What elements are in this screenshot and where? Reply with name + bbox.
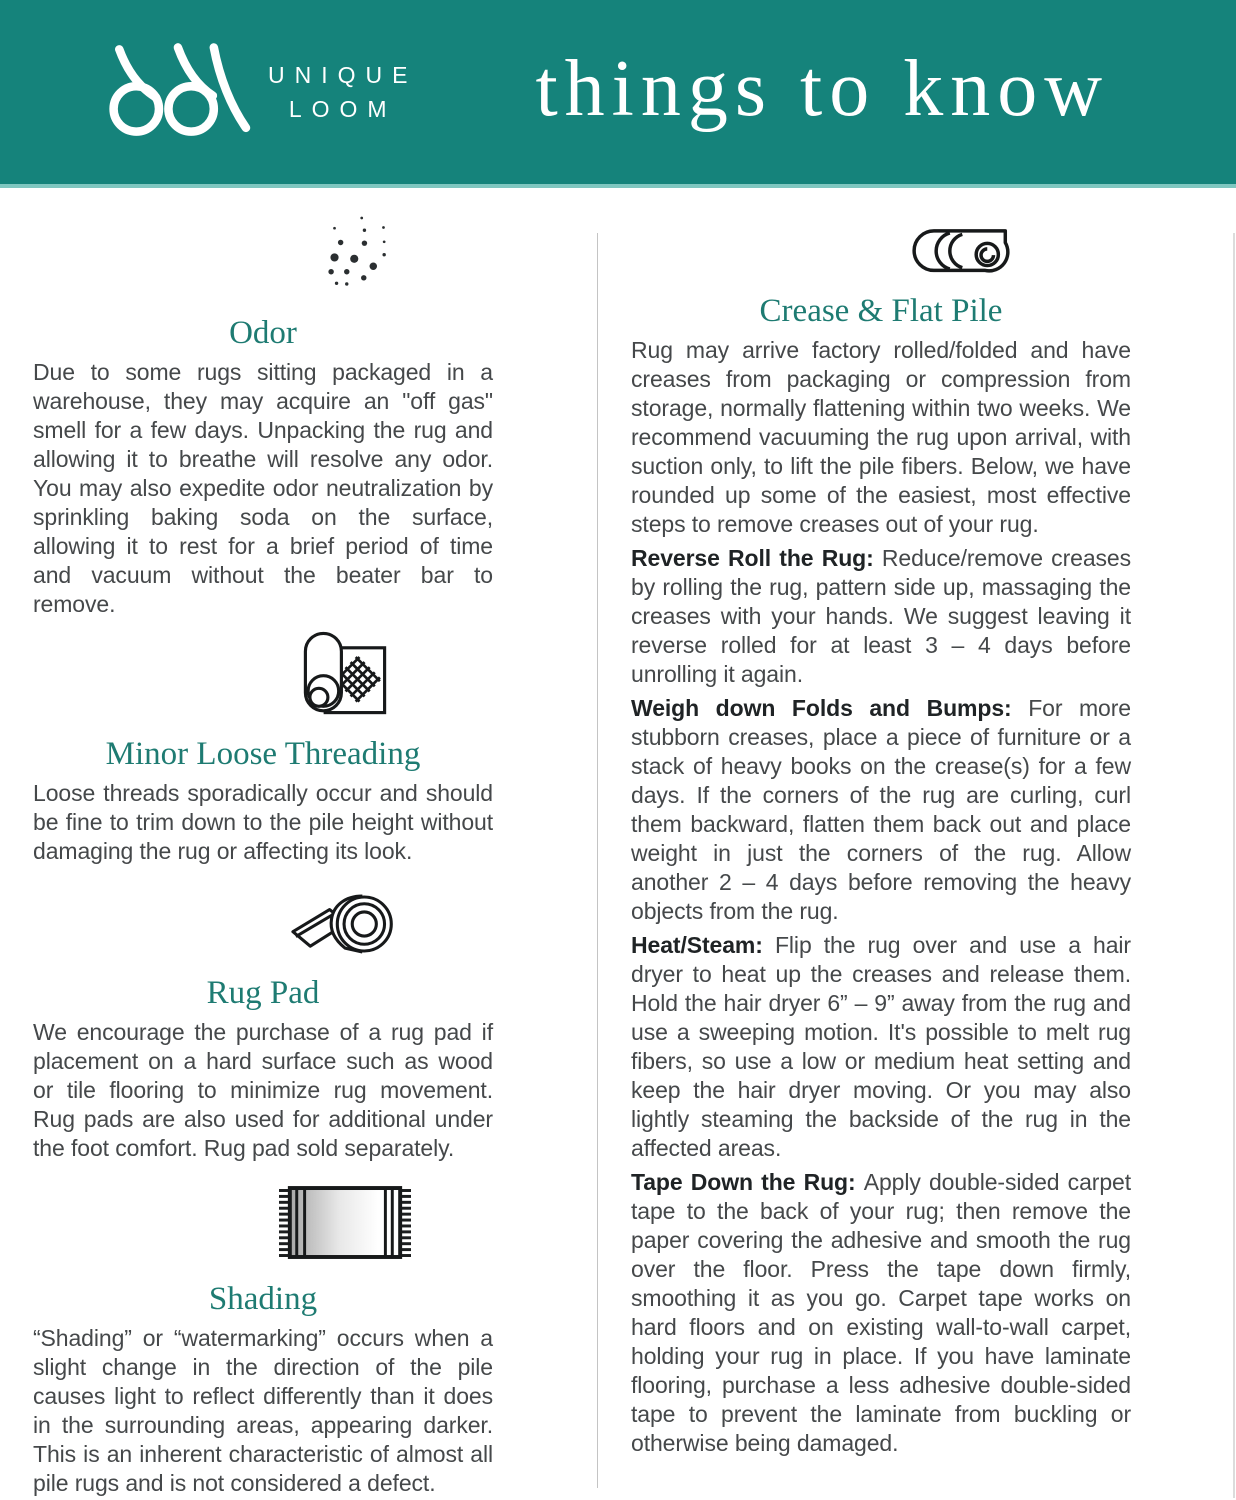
rolled-rug-side-spiral-icon [911,228,1015,279]
section-crease-flat-pile [597,228,1236,1458]
header [0,0,1236,188]
section-body-loose-threading: Loose threads sporadically occur and should be fine to trim down to the pile height without damaging the rug or affecting its look. [33,780,493,864]
section-title-loose-threading: Minor Loose Threading [105,736,421,772]
paragraph-lead: Heat/Steam: [631,932,775,958]
brand-logo-group [100,38,417,147]
column-right [597,188,1236,1498]
paragraph-text: Reduce/remove creases by rolling the rug, pattern side up, massaging the creases with your hands. We suggest leaving it reverse rolled for at least 3 – 4 days before unrolling it again. [631,545,1131,687]
section-shading [0,1185,597,1498]
paragraph-lead: Tape Down the Rug: [631,1169,864,1195]
right-edge-line [1233,233,1235,1498]
section-odor [0,208,597,619]
shaded-rug-fringe-icon [279,1185,411,1267]
section-title-crease: Crease & Flat Pile [759,293,1003,329]
section-body-rug-pad: We encourage the purchase of a rug pad if placement on a hard surface such as wood or tile flooring to minimize rug movement. Rug pads are also used for additional under the foot comfort. Rug pad sold separately. [33,1019,493,1161]
section-title-shading: Shading [208,1281,318,1317]
brand-line-1: UNIQUE [268,61,418,88]
section-loose-threading [0,629,597,866]
column-divider [597,233,598,1488]
page-title: things to know [535,44,1110,133]
paragraph-text: Flip the rug over and use a hair dryer to heat up the creases and release them. Hold the hair dryer 6” – 9” away from the rug and use a sweeping motion. It's possible to melt rug fibers, so use a low or medium heat setting and keep the hair dryer moving. Or you may also lightly steaming the backside of the rug in the affected areas. [631,932,1131,1161]
paragraph-tape-down [631,1168,1131,1458]
odor-dots-icon [325,208,393,301]
paragraph-reverse-roll [631,544,1131,689]
section-body-shading: “Shading” or “watermarking” occurs when a slight change in the direction of the pile causes light to reflect differently than it does in the surrounding areas, appearing darker. This is an inherent characteristic of almost all pile rugs and is not considered a defect. [33,1325,493,1496]
unique-loom-double-loop-icon [100,38,252,147]
paragraph-text: Apply double-sided carpet tape to the back of your rug; then remove the paper covering the adhesive and smooth the rug over the floor. Press the tape down firmly, smoothing it as you go. Carpet tape works on hard floors and on existing wall-to-wall carpet, holding your rug in place. If you have laminate flooring, purchase a less adhesive double-sided tape to prevent the laminate from buckling or otherwise being damaged. [631,1169,1131,1456]
paragraph-lead: Weigh down Folds and Bumps: [631,695,1029,721]
paragraph-weigh-down [631,694,1131,926]
rolled-rug-crosshatch-icon [300,629,390,722]
column-left [0,188,597,1498]
section-rug-pad [0,892,597,1163]
paragraph-text: For more stubborn creases, place a piece of furniture or a stack of heavy books on the crease(s) for a few days. If the corners of the rug are curling, curl them backward, flatten them back out and place weight in just the corners of the rug. Allow another 2 – 4 days before removing the heavy objects from the rug. [631,695,1131,924]
paragraph-heat-steam [631,931,1131,1163]
rug-pad-roll-icon [291,892,399,961]
brand-name [268,58,417,127]
brand-line-2: LOOM [288,96,397,122]
section-title-rug-pad: Rug Pad [206,975,320,1011]
crease-intro: Rug may arrive factory rolled/folded and have creases from packaging or compression from storage, normally flattening within two weeks. We recommend vacuuming the rug upon arrival, with suction only, to lift the pile fibers. Below, we have rounded up some of the easiest, most effective steps to remove creases out of your rug. [631,337,1131,537]
section-body-odor: Due to some rugs sitting packaged in a warehouse, they may acquire an "off gas" smell for a few days. Unpacking the rug and allowing it to breathe will resolve any odor. You may also expedite odor neutralization by sprinkling baking soda on the surface, allowing it to rest for a brief period of time and vacuum without the beater bar to remove. [33,359,493,617]
content [0,188,1236,1498]
paragraph-lead: Reverse Roll the Rug: [631,545,882,571]
section-title-odor: Odor [229,315,297,351]
